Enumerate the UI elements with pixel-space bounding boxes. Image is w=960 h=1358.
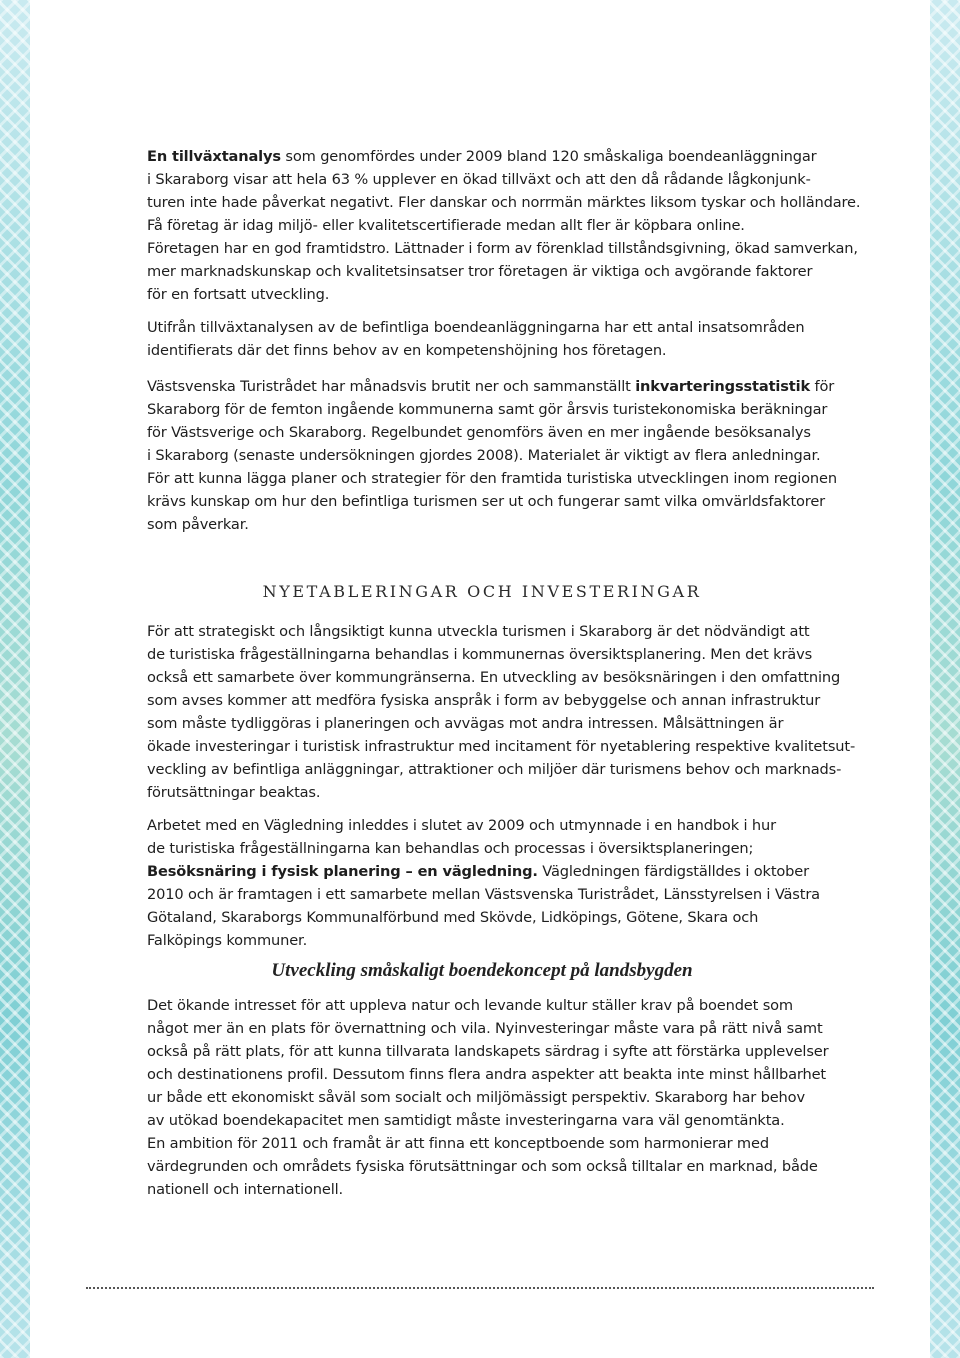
text-line: [147, 398, 828, 421]
text-line: [147, 237, 858, 260]
text-segment: också på rätt plats, för att kunna tillvarata landskapets särdrag i syfte att förstärka upplevelser: [147, 1043, 829, 1060]
text-line: [147, 191, 861, 214]
text-segment: Få företag är idag miljö- eller kvalitetscertifierade medan allt fler är köpbara online.: [147, 217, 745, 234]
text-segment: som avses kommer att medföra fysiska anspråk i form av bebyggelse och annan infrastruktur: [147, 692, 821, 709]
text-line: [147, 837, 817, 860]
decorative-border-left: [0, 0, 30, 1358]
text-segment: En ambition för 2011 och framåt är att finna ett konceptboende som harmonierar med: [147, 1135, 769, 1152]
text-segment: de turistiska frågeställningarna kan behandlas och processas i översiktsplaneringen;: [147, 840, 754, 857]
text-segment: som genomfördes under 2009 bland 120 småskaliga boendeanläggningar: [280, 148, 817, 165]
text-line: [147, 1017, 823, 1040]
text-line: [147, 1132, 817, 1155]
text-line: [147, 316, 817, 339]
text-line: [147, 444, 821, 467]
text-segment: veckling av befintliga anläggningar, attraktioner och miljöer där turismens behov och marknads-: [147, 761, 842, 778]
text-line: [147, 339, 817, 362]
text-segment: turen inte hade påverkat negativt. Fler danskar och norrmän märktes liksom tyskar och holländare.: [147, 194, 861, 211]
text-segment: Arbetet med en Vägledning inleddes i slutet av 2009 och utmynnade i en handbok i hur: [147, 817, 776, 834]
bold-text: Besöksnäring i fysisk planering – en vägledning.: [147, 863, 538, 880]
text-segment: 2010 och är framtagen i ett samarbete mellan Västsvenska Turistrådet, Länsstyrelsen i Västra: [147, 886, 820, 903]
text-segment: och destinationens profil. Dessutom finns flera andra aspekter att beakta inte minst hållbarhet: [147, 1066, 827, 1083]
text-segment: de turistiska frågeställningarna behandlas i kommunernas översiktsplanering. Men det krävs: [147, 646, 813, 663]
text-segment: Falköpings kommuner.: [147, 932, 308, 949]
text-line: [147, 781, 817, 804]
text-line: [147, 168, 817, 191]
section-heading: NYETABLERINGAR OCH INVESTERINGAR: [262, 582, 702, 601]
text-line: [147, 906, 817, 929]
text-segment: Vägledningen färdigställdes i oktober: [537, 863, 809, 880]
footer-dotted-rule: [86, 1287, 874, 1289]
text-segment: nationell och internationell.: [147, 1181, 343, 1198]
text-segment: som måste tydliggöras i planeringen och avvägas mot andra intressen. Målsättningen är: [147, 715, 784, 732]
text-segment: för: [810, 378, 835, 395]
text-line: [147, 513, 817, 536]
text-segment: mer marknadskunskap och kvalitetsinsatser tror företagen är viktiga och avgörande faktorer: [147, 263, 813, 280]
text-segment: för Västsverige och Skaraborg. Regelbundet genomförs även en mer ingående besöksanalys: [147, 424, 811, 441]
text-line: [147, 994, 817, 1017]
text-line: [147, 929, 817, 952]
text-line: [147, 1063, 827, 1086]
paragraph-growth-analysis: [147, 145, 861, 306]
text-line: [147, 689, 821, 712]
text-line: [147, 283, 817, 306]
text-segment: också ett samarbete över kommungränserna. En utveckling av besöksnäringen i den omfattning: [147, 669, 841, 686]
text-segment: förutsättningar beaktas.: [147, 784, 321, 801]
text-line: [147, 620, 817, 643]
text-line: [147, 490, 826, 513]
text-segment: ökade investeringar i turistisk infrastruktur med incitament för nyetablering respektive kvalitetsut-: [147, 738, 856, 755]
text-segment: värdegrunden och områdets fysiska förutsättningar och som också tilltalar en marknad, både: [147, 1158, 818, 1175]
text-segment: Götaland, Skaraborgs Kommunalförbund med Skövde, Lidköpings, Götene, Skara och: [147, 909, 759, 926]
text-segment: Utifrån tillväxtanalysen av de befintliga boendeanläggningarna har ett antal insatsområden: [147, 319, 805, 336]
bold-text: inkvarteringsstatistik: [635, 378, 811, 395]
text-line: [147, 375, 835, 398]
text-segment: i Skaraborg (senaste undersökningen gjordes 2008). Materialet är viktigt av flera anledningar.: [147, 447, 821, 464]
paragraph-accommodation-concept: [147, 994, 829, 1201]
text-line: [147, 712, 817, 735]
text-segment: i Skaraborg visar att hela 63 % upplever en ökad tillväxt och att den då rådande lågkonjunk-: [147, 171, 811, 188]
text-segment: För att kunna lägga planer och strategier för den framtida turistiska utvecklingen inom regionen: [147, 470, 837, 487]
text-line: [147, 1178, 817, 1201]
text-line: [147, 1040, 829, 1063]
paragraph-planning: [147, 620, 856, 804]
bold-text: En tillväxtanalys: [147, 148, 281, 165]
text-line: [147, 467, 837, 490]
text-line: [147, 421, 817, 444]
text-line: [147, 214, 817, 237]
text-segment: För att strategiskt och långsiktigt kunna utveckla turismen i Skaraborg är det nödvändigt att: [147, 623, 810, 640]
decorative-border-right: [930, 0, 960, 1358]
text-segment: krävs kunskap om hur den befintliga turismen ser ut och fungerar samt vilka omvärldsfaktorer: [147, 493, 826, 510]
text-line: [147, 1109, 817, 1132]
text-line: [147, 758, 842, 781]
text-line: [147, 260, 817, 283]
text-line: [147, 666, 841, 689]
text-segment: Skaraborg för de femton ingående kommunerna samt gör årsvis turistekonomiska beräkningar: [147, 401, 828, 418]
text-line: [147, 735, 856, 758]
text-line: [147, 860, 817, 883]
text-segment: av utökad boendekapacitet men samtidigt måste investeringarna vara väl genomtänkta.: [147, 1112, 785, 1129]
paragraph-guidance: [147, 814, 820, 952]
text-line: [147, 145, 817, 168]
subsection-heading: Utveckling småskaligt boendekoncept på landsbygden: [271, 960, 693, 981]
text-segment: Västsvenska Turistrådet har månadsvis brutit ner och sammanställt: [147, 378, 636, 395]
text-segment: något mer än en plats för övernattning och vila. Nyinvesteringar måste vara på rätt nivå samt: [147, 1020, 823, 1037]
text-segment: för en fortsatt utveckling.: [147, 286, 330, 303]
text-segment: Företagen har en god framtidstro. Lättnader i form av förenklad tillståndsgivning, ökad samverkan,: [147, 240, 858, 257]
text-segment: ur både ett ekonomiskt såväl som socialt och miljömässigt perspektiv. Skaraborg har behov: [147, 1089, 805, 1106]
text-line: [147, 1086, 817, 1109]
text-segment: som påverkar.: [147, 516, 249, 533]
text-segment: Det ökande intresset för att uppleva natur och levande kultur ställer krav på boendet som: [147, 997, 793, 1014]
text-line: [147, 814, 817, 837]
text-segment: identifierats där det finns behov av en kompetenshöjning hos företagen.: [147, 342, 667, 359]
paragraph-statistics: [147, 375, 837, 536]
paragraph-competence: [147, 316, 817, 362]
text-line: [147, 643, 817, 666]
text-line: [147, 1155, 817, 1178]
text-line: [147, 883, 820, 906]
